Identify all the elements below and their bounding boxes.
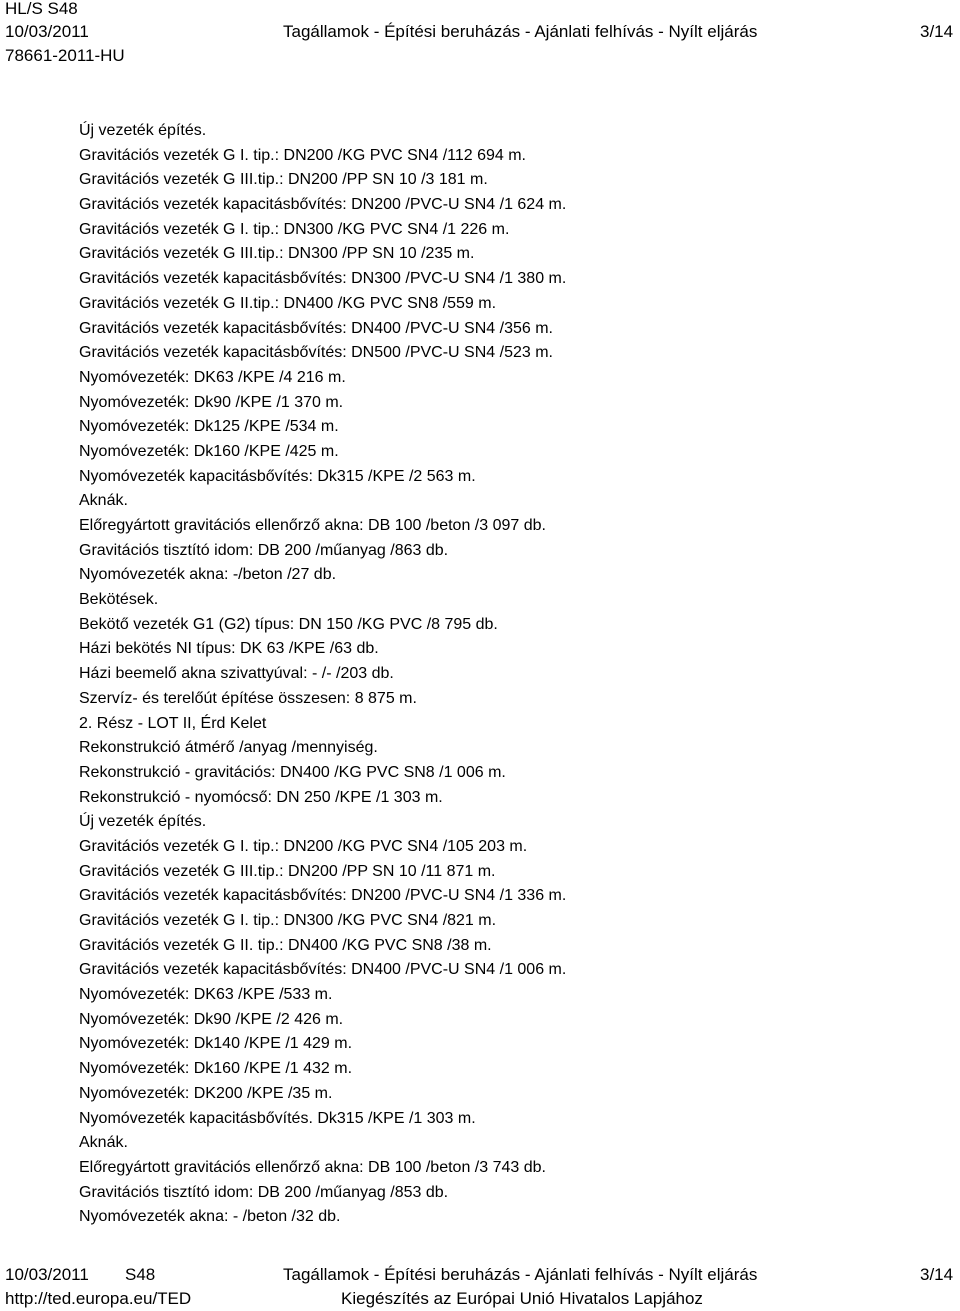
text-line: Új vezeték építés. — [79, 122, 207, 139]
text-line: Házi bekötés NI típus: DK 63 /KPE /63 db. — [79, 640, 379, 658]
text-line: Gravitációs vezeték G II.tip.: DN400 /KG PVC SN8 /559 m. — [79, 294, 497, 312]
text-line: Nyomóvezeték: DK200 /KPE /35 m. — [79, 1084, 333, 1102]
header-journal: HL/S S48 — [5, 0, 78, 18]
header-doc-id: 78661-2011-HU — [5, 46, 125, 65]
text-line: Gravitációs vezeték G III.tip.: DN300 /PP SN 10 /235 m. — [79, 245, 475, 263]
text-line: Előregyártott gravitációs ellenőrző akna: DB 100 /beton /3 743 db. — [79, 1158, 546, 1176]
text-line: Gravitációs vezeték kapacitásbővítés: DN500 /PVC-U SN4 /523 m. — [79, 344, 553, 362]
text-line: Gravitációs vezeték G III.tip.: DN200 /PP SN 10 /11 871 m. — [79, 862, 496, 880]
text-line: Gravitációs vezeték G II. tip.: DN400 /KG PVC SN8 /38 m. — [79, 936, 492, 954]
text-line: Gravitációs vezeték kapacitásbővítés: DN300 /PVC-U SN4 /1 380 m. — [79, 270, 567, 288]
footer-supplement: Kiegészítés az Európai Unió Hivatalos Lapjához — [341, 1289, 703, 1308]
text-line: Nyomóvezeték: Dk140 /KPE /1 429 m. — [79, 1035, 353, 1053]
footer-url[interactable]: http://ted.europa.eu/TED — [5, 1289, 192, 1308]
text-line: Gravitációs vezeték G I. tip.: DN200 /KG PVC SN4 /112 694 m. — [79, 146, 526, 164]
text-line: 2. Rész - LOT II, Érd Kelet — [79, 714, 267, 732]
footer-issue: S48 — [125, 1265, 156, 1284]
text-line: Nyomóvezeték: Dk90 /KPE /1 370 m. — [79, 393, 344, 411]
text-line: Rekonstrukció - gravitációs: DN400 /KG PVC SN8 /1 006 m. — [79, 763, 506, 781]
footer-date: 10/03/2011 — [5, 1265, 89, 1284]
text-line: Gravitációs vezeték G I. tip.: DN300 /KG PVC SN4 /821 m. — [79, 912, 497, 929]
text-line: Rekonstrukció - nyomócső: DN 250 /KPE /1 303 m. — [79, 788, 443, 806]
text-line: Szervíz- és terelőút építése összesen: 8 875 m. — [79, 689, 417, 707]
text-line: Nyomóvezeték: DK63 /KPE /4 216 m. — [79, 368, 346, 386]
text-line: Gravitációs vezeték kapacitásbővítés: DN400 /PVC-U SN4 /1 006 m. — [79, 961, 567, 979]
text-line: Gravitációs tisztító idom: DB 200 /műanyag /853 db. — [79, 1183, 449, 1201]
text-line: Aknák. — [79, 492, 128, 510]
text-line: Bekötések. — [79, 591, 159, 609]
text-line: Új vezeték építés. — [79, 813, 207, 831]
text-line: Nyomóvezeték: DK63 /KPE /533 m. — [79, 986, 333, 1004]
header-page: 3/14 — [920, 22, 954, 41]
footer-page: 3/14 — [920, 1265, 954, 1284]
text-line: Gravitációs vezeték G I. tip.: DN200 /KG PVC SN4 /105 203 m. — [79, 837, 528, 855]
text-line: Házi beemelő akna szivattyúval: - /- /203 db. — [79, 665, 394, 683]
text-line: Gravitációs vezeték kapacitásbővítés: DN400 /PVC-U SN4 /356 m. — [79, 319, 553, 337]
text-line: Gravitációs vezeték kapacitásbővítés: DN200 /PVC-U SN4 /1 336 m. — [79, 887, 567, 905]
text-line: Gravitációs vezeték kapacitásbővítés: DN200 /PVC-U SN4 /1 624 m. — [79, 196, 567, 214]
text-line: Nyomóvezeték: Dk160 /KPE /1 432 m. — [79, 1060, 353, 1078]
text-line: Gravitációs vezeték G III.tip.: DN200 /PP SN 10 /3 181 m. — [79, 171, 488, 189]
header-title: Tagállamok - Építési beruházás - Ajánlati felhívás - Nyílt eljárás — [283, 22, 758, 41]
document-body — [79, 119, 939, 1230]
text-line: Nyomóvezeték akna: - /beton /32 db. — [79, 1208, 341, 1226]
text-line: Bekötő vezeték G1 (G2) típus: DN 150 /KG PVC /8 795 db. — [79, 615, 498, 633]
text-line: Gravitációs tisztító idom: DB 200 /műanyag /863 db. — [79, 541, 449, 559]
text-line: Nyomóvezeték: Dk160 /KPE /425 m. — [79, 442, 339, 460]
text-line: Nyomóvezeték akna: -/beton /27 db. — [79, 566, 337, 584]
text-line: Előregyártott gravitációs ellenőrző akna: DB 100 /beton /3 097 db. — [79, 517, 546, 534]
text-line: Rekonstrukció átmérő /anyag /mennyiség. — [79, 739, 378, 757]
text-line: Nyomóvezeték kapacitásbővítés. Dk315 /KPE /1 303 m. — [79, 1109, 476, 1127]
text-line: Nyomóvezeték: Dk125 /KPE /534 m. — [79, 418, 339, 436]
text-line: Nyomóvezeték kapacitásbővítés: Dk315 /KPE /2 563 m. — [79, 467, 476, 485]
text-line: Gravitációs vezeték G I. tip.: DN300 /KG PVC SN4 /1 226 m. — [79, 220, 510, 238]
footer-title: Tagállamok - Építési beruházás - Ajánlati felhívás - Nyílt eljárás — [283, 1265, 758, 1284]
text-line: Nyomóvezeték: Dk90 /KPE /2 426 m. — [79, 1010, 344, 1028]
text-line: Aknák. — [79, 1134, 128, 1152]
header-date: 10/03/2011 — [5, 22, 89, 41]
